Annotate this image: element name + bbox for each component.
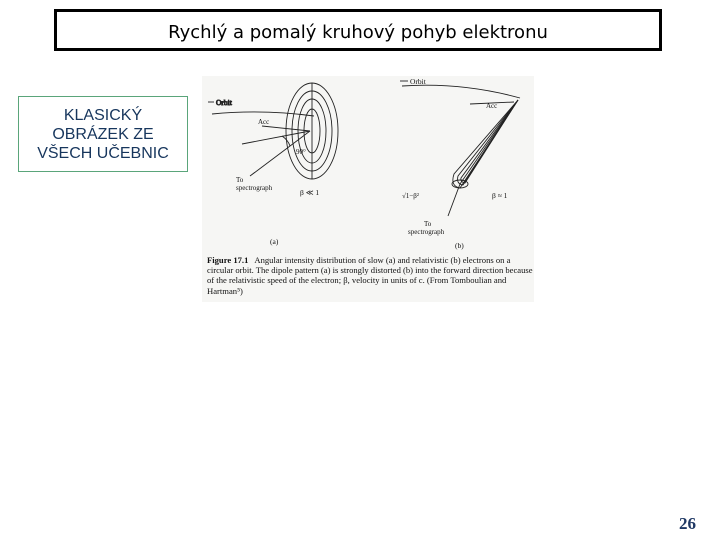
panel-a-label: (a): [270, 237, 279, 246]
panel-b-orbit-arc: [402, 85, 520, 98]
beam-axis: [460, 100, 518, 184]
panel-a-angle-label: 90°: [296, 148, 306, 156]
spectrograph-direction-b: [448, 184, 460, 216]
panel-b-beta-label: β ≈ 1: [492, 191, 508, 200]
panel-a-orbit-label: Orbit: [216, 98, 232, 107]
emission-direction: [242, 131, 310, 144]
figure-caption: [207, 255, 533, 296]
slide-title: Rychlý a pomalý kruhový pohyb elektronu: [54, 9, 662, 51]
figure-caption-text: Angular intensity distribution of slow (a) and relativistic (b) electrons on a circular orbit. The dipole pattern (a) is strongly distorted (b) into the forward direction because of the relativistic speed of the electron; β, velocity in units of c. (From Tomboulian and Hartman⁵): [207, 255, 533, 296]
panel-a-spectrograph-line-2: spectrograph: [236, 184, 273, 192]
figure-number: Figure 17.1: [207, 255, 249, 265]
panel-a-spectrograph-label: [236, 176, 273, 192]
panel-a-acc-label: Acc: [258, 118, 270, 126]
panel-b-spectrograph-line-1: To: [424, 220, 432, 228]
panel-a-beta-label: β ≪ 1: [300, 188, 320, 197]
panel-a-orbit-arc: [212, 112, 314, 116]
panel-a: [208, 83, 338, 179]
panel-b-sqrt-label: √1−β²: [402, 192, 419, 200]
panel-b-spectrograph-label: [408, 220, 445, 236]
panel-b-orbit-label: Orbit: [410, 77, 426, 86]
page-number: 26: [679, 514, 696, 533]
textbook-figure: [202, 76, 534, 302]
panel-a-spectrograph-line-1: To: [236, 176, 244, 184]
panel-b-acc-label: Acc: [486, 102, 498, 110]
panel-b-spectrograph-line-2: spectrograph: [408, 228, 445, 236]
classic-picture-label: KLASICKÝ OBRÁZEK ZE VŠECH UČEBNIC: [18, 96, 188, 172]
panel-b-label: (b): [455, 241, 464, 250]
